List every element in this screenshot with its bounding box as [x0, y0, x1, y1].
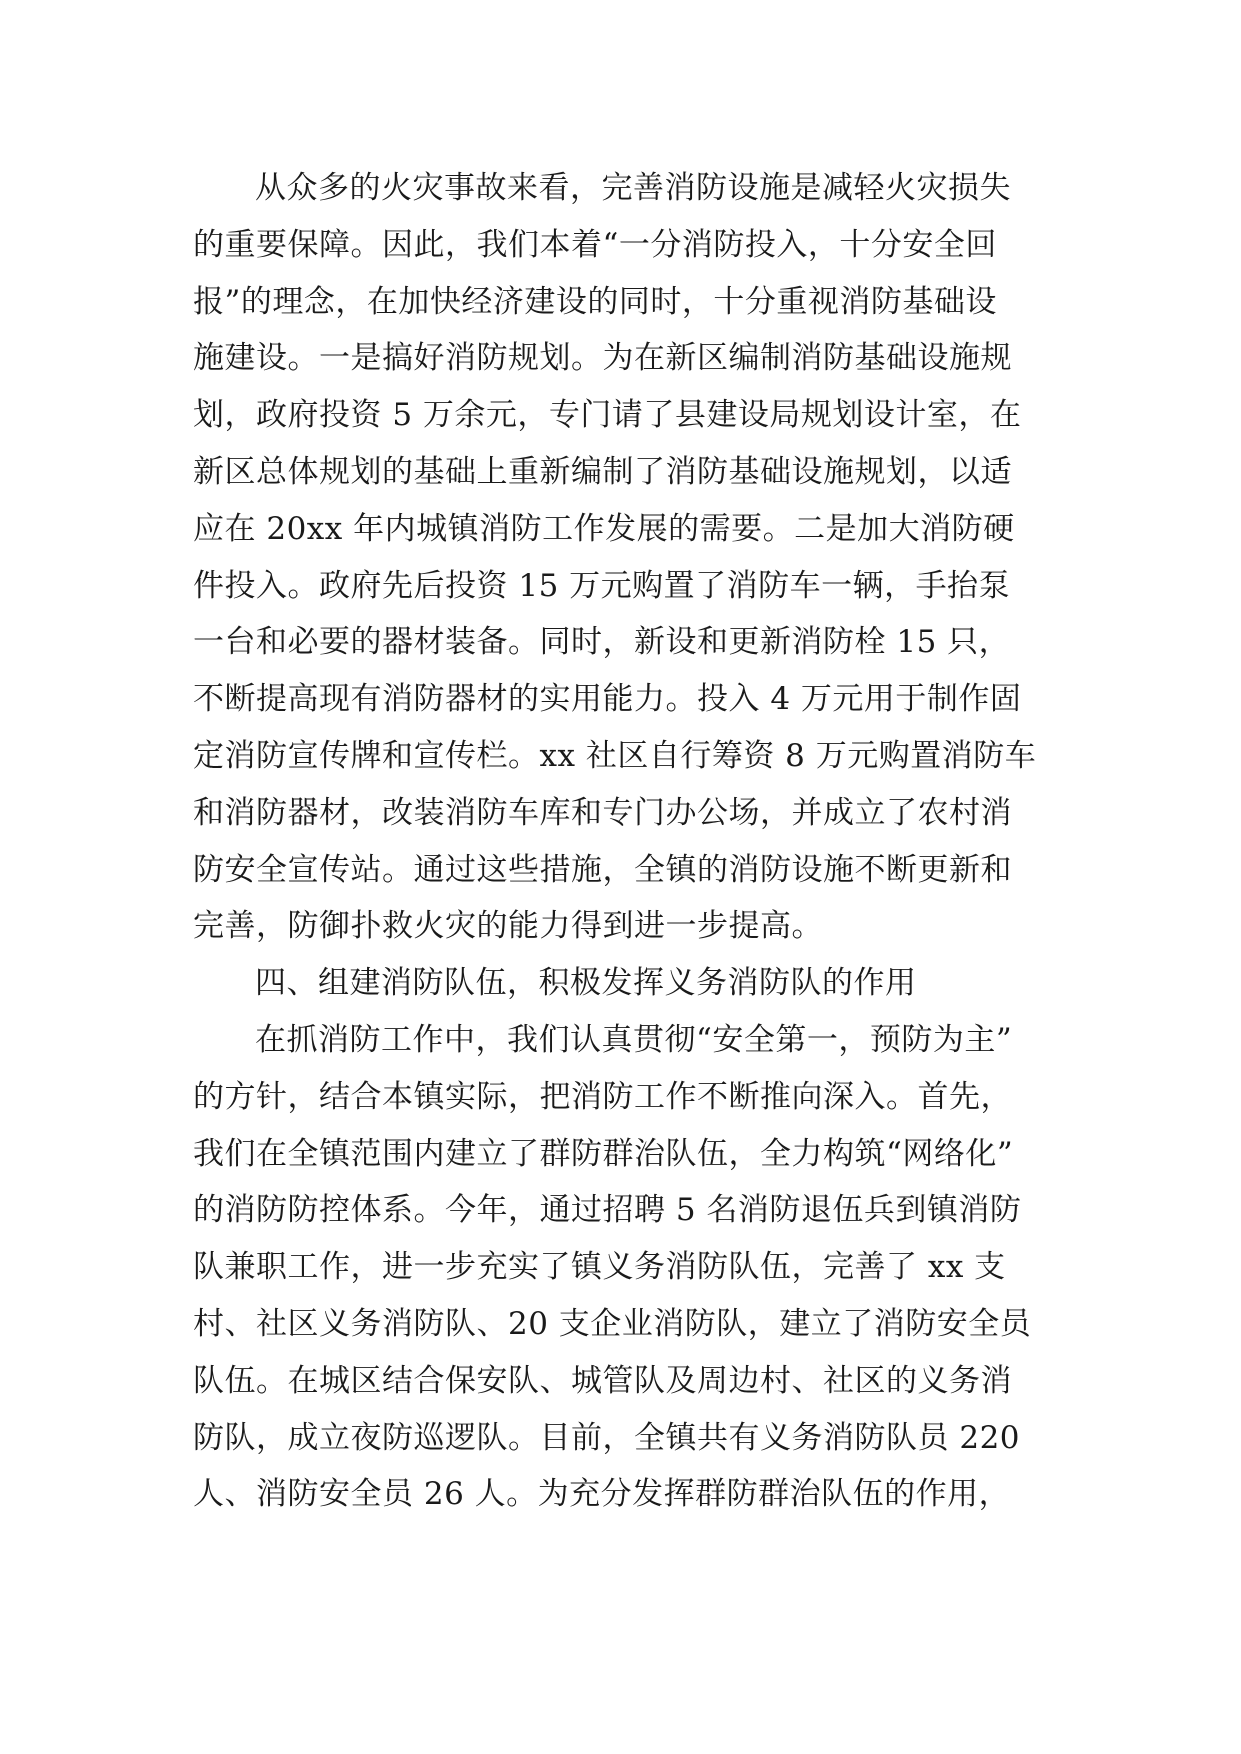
paragraph-line: 定消防宣传牌和宣传栏。xx 社区自行筹资 8 万元购置消防车 — [193, 737, 1037, 774]
paragraph-line: 新区总体规划的基础上重新编制了消防基础设施规划，以适 — [193, 453, 1012, 490]
paragraph-line: 和消防器材，改装消防车库和专门办公场，并成立了农村消 — [193, 794, 1012, 831]
paragraph-line: 划，政府投资 5 万余元，专门请了县建设局规划设计室，在 — [193, 397, 1022, 434]
paragraph-line: 人、消防安全员 26 人。为充分发挥群防群治队伍的作用， — [193, 1476, 1011, 1513]
paragraph-line: 村、社区义务消防队、20 支企业消防队，建立了消防安全员 — [193, 1305, 1032, 1342]
paragraph-line: 队伍。在城区结合保安队、城管队及周边村、社区的义务消 — [193, 1362, 1012, 1399]
paragraph-line: 件投入。政府先后投资 15 万元购置了消防车一辆，手抬泵 — [193, 567, 1011, 604]
paragraph-line: 完善，防御扑救火灾的能力得到进一步提高。 — [193, 908, 823, 945]
body-text — [193, 160, 1073, 1523]
paragraph-line: 施建设。一是搞好消防规划。为在新区编制消防基础设施规 — [193, 340, 1012, 377]
paragraph-line: 我们在全镇范围内建立了群防群治队伍，全力构筑“网络化” — [193, 1135, 1014, 1172]
paragraph-line: 的消防防控体系。今年，通过招聘 5 名消防退伍兵到镇消防 — [193, 1192, 1022, 1229]
paragraph-line: 应在 20xx 年内城镇消防工作发展的需要。二是加大消防硬 — [193, 510, 1015, 547]
paragraph-line: 一台和必要的器材装备。同时，新设和更新消防栓 15 只， — [193, 624, 1011, 661]
paragraph-line: 防安全宣传站。通过这些措施，全镇的消防设施不断更新和 — [193, 851, 1012, 888]
paragraph-line: 报”的理念，在加快经济建设的同时，十分重视消防基础设 — [193, 283, 997, 320]
paragraph-line: 的方针，结合本镇实际，把消防工作不断推向深入。首先， — [193, 1078, 1012, 1115]
section-heading: 四、组建消防队伍，积极发挥义务消防队的作用 — [255, 965, 917, 1002]
paragraph-line: 队兼职工作，进一步充实了镇义务消防队伍，完善了 xx 支 — [193, 1249, 1006, 1286]
paragraph-line: 从众多的火灾事故来看，完善消防设施是减轻火灾损失 — [255, 170, 1011, 206]
paragraph-line: 防队，成立夜防巡逻队。目前，全镇共有义务消防队员 220 — [193, 1419, 1021, 1456]
paragraph-line: 的重要保障。因此，我们本着“一分消防投入，十分安全回 — [193, 226, 997, 263]
paragraph-line: 不断提高现有消防器材的实用能力。投入 4 万元用于制作固 — [193, 681, 1022, 718]
paragraph-line: 在抓消防工作中，我们认真贯彻“安全第一，预防为主” — [255, 1021, 1013, 1058]
